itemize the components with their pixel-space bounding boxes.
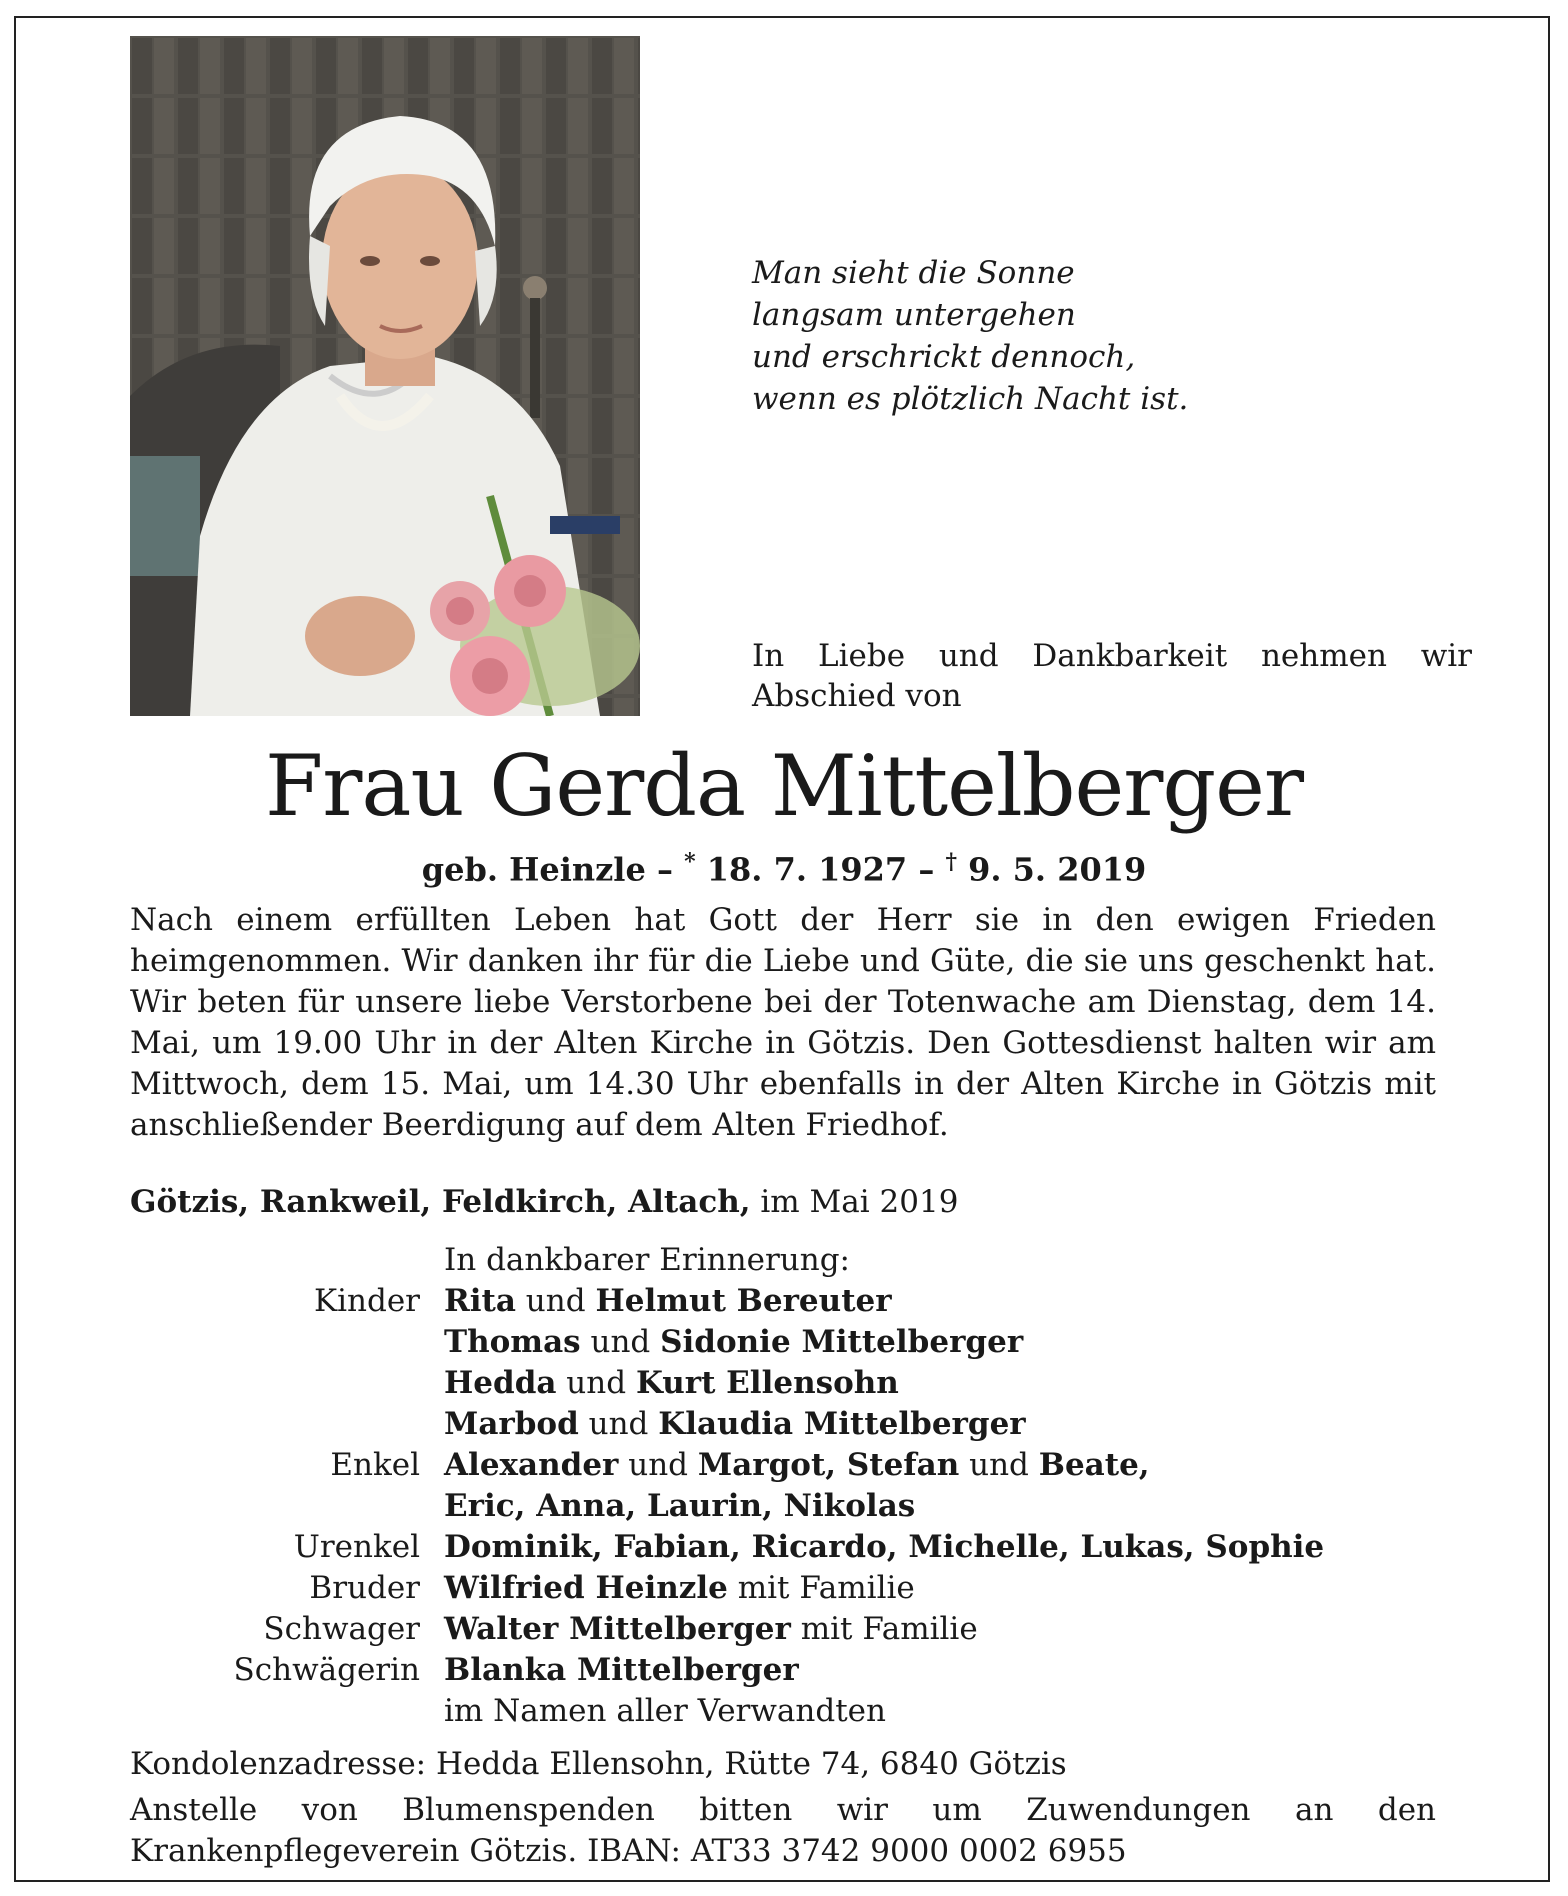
donation-note: Anstelle von Blumenspenden bitten wir um Zuwendungen an den Krankenpflegeverein Götzis. IBAN: AT33 3742 9000 0002 6955 [130,1792,1436,1869]
role-label: Urenkel [293,1529,420,1565]
person-name: Dominik, Fabian, Ricardo, Michelle, Lukas, Sophie [444,1529,1325,1565]
intro-line: In Liebe und Dankbarkeit nehmen wir [752,638,1472,674]
conjunction: und [959,1447,1039,1483]
kinder-row [130,1322,1470,1363]
kinder-row [130,1363,1470,1404]
person-name: Alexander [444,1447,619,1483]
conjunction: und [618,1447,698,1483]
suffix: mit Familie [727,1570,915,1606]
deceased-name: Frau Gerda Mittelberger [264,737,1304,835]
urenkel-row [130,1527,1470,1568]
month-year: im Mai 2019 [750,1184,959,1220]
quote-line: Man sieht die Sonne [752,255,1075,291]
quote-line: und erschrickt dennoch, [752,339,1136,375]
role-label: Enkel [330,1447,420,1483]
schwager-row [130,1609,1470,1650]
person-name: Sidonie Mittelberger [660,1324,1024,1360]
person-name: Wilfried Heinzle [444,1570,728,1606]
role-label: Schwägerin [233,1652,420,1688]
person-name: Hedda [444,1365,557,1401]
conjunction: und [556,1365,636,1401]
person-name: Beate, [1038,1447,1150,1483]
person-name: Kurt Ellensohn [635,1365,899,1401]
birth-date: 18. 7. 1927 – [695,850,946,889]
person-name: Thomas [444,1324,581,1360]
towns: Götzis, Rankweil, Feldkirch, Altach, [130,1184,751,1220]
kinder-row [130,1404,1470,1445]
condolence-address: Kondolenzadresse: Hedda Ellensohn, Rütte 74, 6840 Götzis [130,1746,1067,1782]
memory-heading: In dankbarer Erinnerung: [444,1242,850,1278]
family-list [130,1240,1470,1732]
death-symbol: † [945,849,957,875]
birth-symbol: * [684,849,696,875]
person-name: Margot, Stefan [697,1447,960,1483]
closing-text: im Namen aller Verwandten [444,1693,886,1729]
farewell-intro [752,636,1472,716]
conjunction: und [515,1283,596,1319]
portrait-photo [130,36,640,716]
person-name: Walter Mittelberger [444,1611,791,1647]
conjunction: und [578,1406,659,1442]
person-name: Rita [444,1283,516,1319]
memory-heading-row [130,1240,1470,1281]
person-name: Klaudia Mittelberger [658,1406,1026,1442]
role-label: Schwager [263,1611,420,1647]
conjunction: und [580,1324,661,1360]
person-name: Helmut Bereuter [595,1283,892,1319]
person-name: Eric, Anna, Laurin, Nikolas [444,1488,916,1524]
role-label: Bruder [309,1570,420,1606]
kinder-row [130,1281,1470,1322]
schwaegerin-row [130,1650,1470,1691]
life-dates [0,842,1568,890]
closing-row [130,1691,1470,1732]
quote-line: langsam untergehen [752,297,1076,333]
birth-name: geb. Heinzle – [421,850,685,889]
role-label: Kinder [313,1283,420,1319]
enkel-row [130,1445,1470,1486]
obituary-text: Nach einem erfüllten Leben hat Gott der Herr sie in den ewigen Frieden heimgenommen. Wir danken ihr für die Liebe und Güte, die sie uns geschenkt hat. Wir beten für unsere liebe Verstorbene bei der Totenwache am Dienstag, dem 14. Mai, um 19.00 Uhr in der Alten Kirche in Götzis. Den Gottesdienst halten wir am Mittwoch, dem 15. Mai, um 14.30 Uhr ebenfalls in der Alten Kirche in Götzis mit anschließender Beerdigung auf dem Alten Friedhof. [130,902,1436,1143]
quote-line: wenn es plötzlich Nacht ist. [752,381,1189,417]
death-date: 9. 5. 2019 [956,850,1147,889]
suffix: mit Familie [790,1611,978,1647]
person-name: Blanka Mittelberger [444,1652,799,1688]
memorial-quote [752,252,1452,420]
person-name: Marbod [444,1406,579,1442]
enkel-row [130,1486,1470,1527]
place-and-date [130,1182,958,1223]
bruder-row [130,1568,1470,1609]
intro-line: Abschied von [752,678,962,714]
